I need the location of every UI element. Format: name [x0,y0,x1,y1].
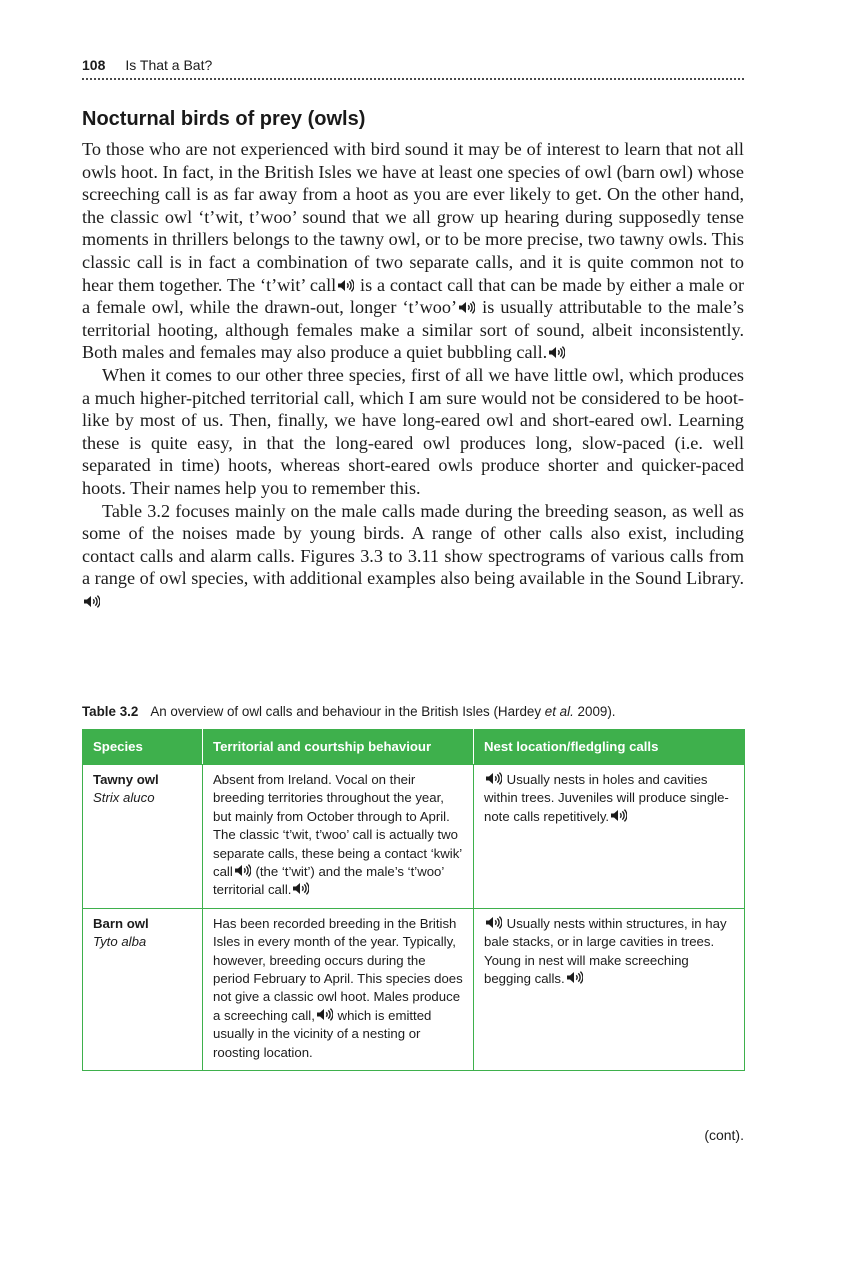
speaker-sound-icon[interactable] [234,864,251,877]
table-header-row [83,730,745,765]
speaker-sound-icon[interactable] [292,882,309,895]
species-cell [83,908,203,1070]
nest-cell [474,908,745,1070]
cell-text: Usually nests within structures, in hay bale stacks, or in large cavities in trees. Young in nest will make screeching begging calls. [484,915,727,987]
paragraph-2 [82,364,744,500]
table-caption-end: 2009). [573,704,616,719]
table-caption [82,703,744,721]
nest-cell [474,765,745,909]
cell-text: Has been recorded breeding in the British Isles in every month of the year. Typically, however, breeding occurs during the period February to April. This species does not give a classic owl hoot. Males produce a screeching call, [213,915,463,1023]
header-species: Species [83,730,203,765]
territorial-cell [203,908,474,1070]
latin-name: Tyto alba [93,934,147,950]
paragraph-text: is a contact call that can be made by either a male or a female owl, while the drawn-out, longer ‘t’woo’ [82,274,745,318]
header-dotted-rule [82,78,744,80]
speaker-sound-icon[interactable] [458,301,475,314]
section-title: Nocturnal birds of prey (owls) [82,108,366,130]
speaker-sound-icon[interactable] [83,595,100,608]
latin-name: Strix aluco [93,790,155,806]
header-territorial: Territorial and courtship behaviour [203,730,474,765]
table-row [83,908,745,1070]
species-cell [83,765,203,909]
species-name: Barn owl [93,915,149,931]
paragraph-text: When it comes to our other three species, first of all we have little owl, which produces a much higher-pitched territorial call, which I am sure would not be considered to be hoot-like by most of us. Then, finally, we have long-eared owl and short-eared owl. Learning these is quite easy, in that the long-eared owl produces long, slow-paced (i.e. well separated in time) hoots, whereas short-eared owls produce shorter and quicker-paced hoots. Their names help you to remember this. [82,364,744,498]
cell-text: which is emitted usually in the vicinity of a nesting or roosting location. [213,1007,432,1060]
continued-note: (cont). [704,1127,744,1143]
owl-calls-table [82,729,745,1071]
cell-text: (the ‘t’wit’) and the male’s ‘t’woo’ territorial call. [213,864,444,898]
table-caption-label: Table 3.2 [82,704,139,719]
species-name: Tawny owl [93,772,159,787]
table-row [83,765,745,909]
speaker-sound-icon[interactable] [610,809,627,822]
speaker-sound-icon[interactable] [316,1008,333,1021]
paragraph-text: To those who are not experienced with bird sound it may be of interest to learn that not all owls hoot. In fact, in the British Isles we have at least one species of owl (barn owl) whose screeching call is as far away from a hoot as you are ever likely to get. On the other hand, the classic owl ‘t’wit, t’woo’ sound that we all grow up hearing during supposedly tense moments in thrillers belongs to the tawny owl, or to be more precise, two tawny owls. This classic call is in fact a combination of two separate calls, and it is quite common not to hear them together. The ‘t’wit’ call [82,139,744,295]
page-number: 108 [82,57,106,73]
paragraph-1 [82,138,744,364]
cell-text: Absent from Ireland. Vocal on their breeding territories throughout the year, but mainly from October through to April. The classic ‘t’wit, t’woo’ call is actually two separate calls, these being a contact ‘kwik’ call [213,772,462,880]
territorial-cell [203,765,474,909]
speaker-sound-icon[interactable] [337,279,354,292]
body-text [82,138,744,612]
running-title: Is That a Bat? [125,57,213,73]
speaker-sound-icon[interactable] [566,971,583,984]
speaker-sound-icon[interactable] [485,772,502,785]
table-caption-text: An overview of owl calls and behaviour in the British Isles (Hardey [150,704,545,719]
speaker-sound-icon[interactable] [548,346,565,359]
paragraph-3 [82,500,744,613]
page-header [82,56,744,74]
cell-text: Usually nests in holes and cavities within trees. Juveniles will produce single-note calls repetitively. [484,772,729,824]
table-caption-italic: et al. [544,704,574,719]
speaker-sound-icon[interactable] [485,916,502,929]
paragraph-text: Table 3.2 focuses mainly on the male calls made during the breeding season, as well as some of the noises made by young birds. A range of other calls also exist, including contact calls and alarm calls. Figures 3.3 to 3.11 show spectrograms of various calls from a range of owl species, with additional examples also being available in the Sound Library. [82,500,744,589]
paragraph-text: is usually attributable to the male’s territorial hooting, although females make a similar sort of sound, albeit inconsistently. Both males and females may also produce a quiet bubbling call. [82,297,744,363]
header-nest: Nest location/fledgling calls [474,730,745,765]
